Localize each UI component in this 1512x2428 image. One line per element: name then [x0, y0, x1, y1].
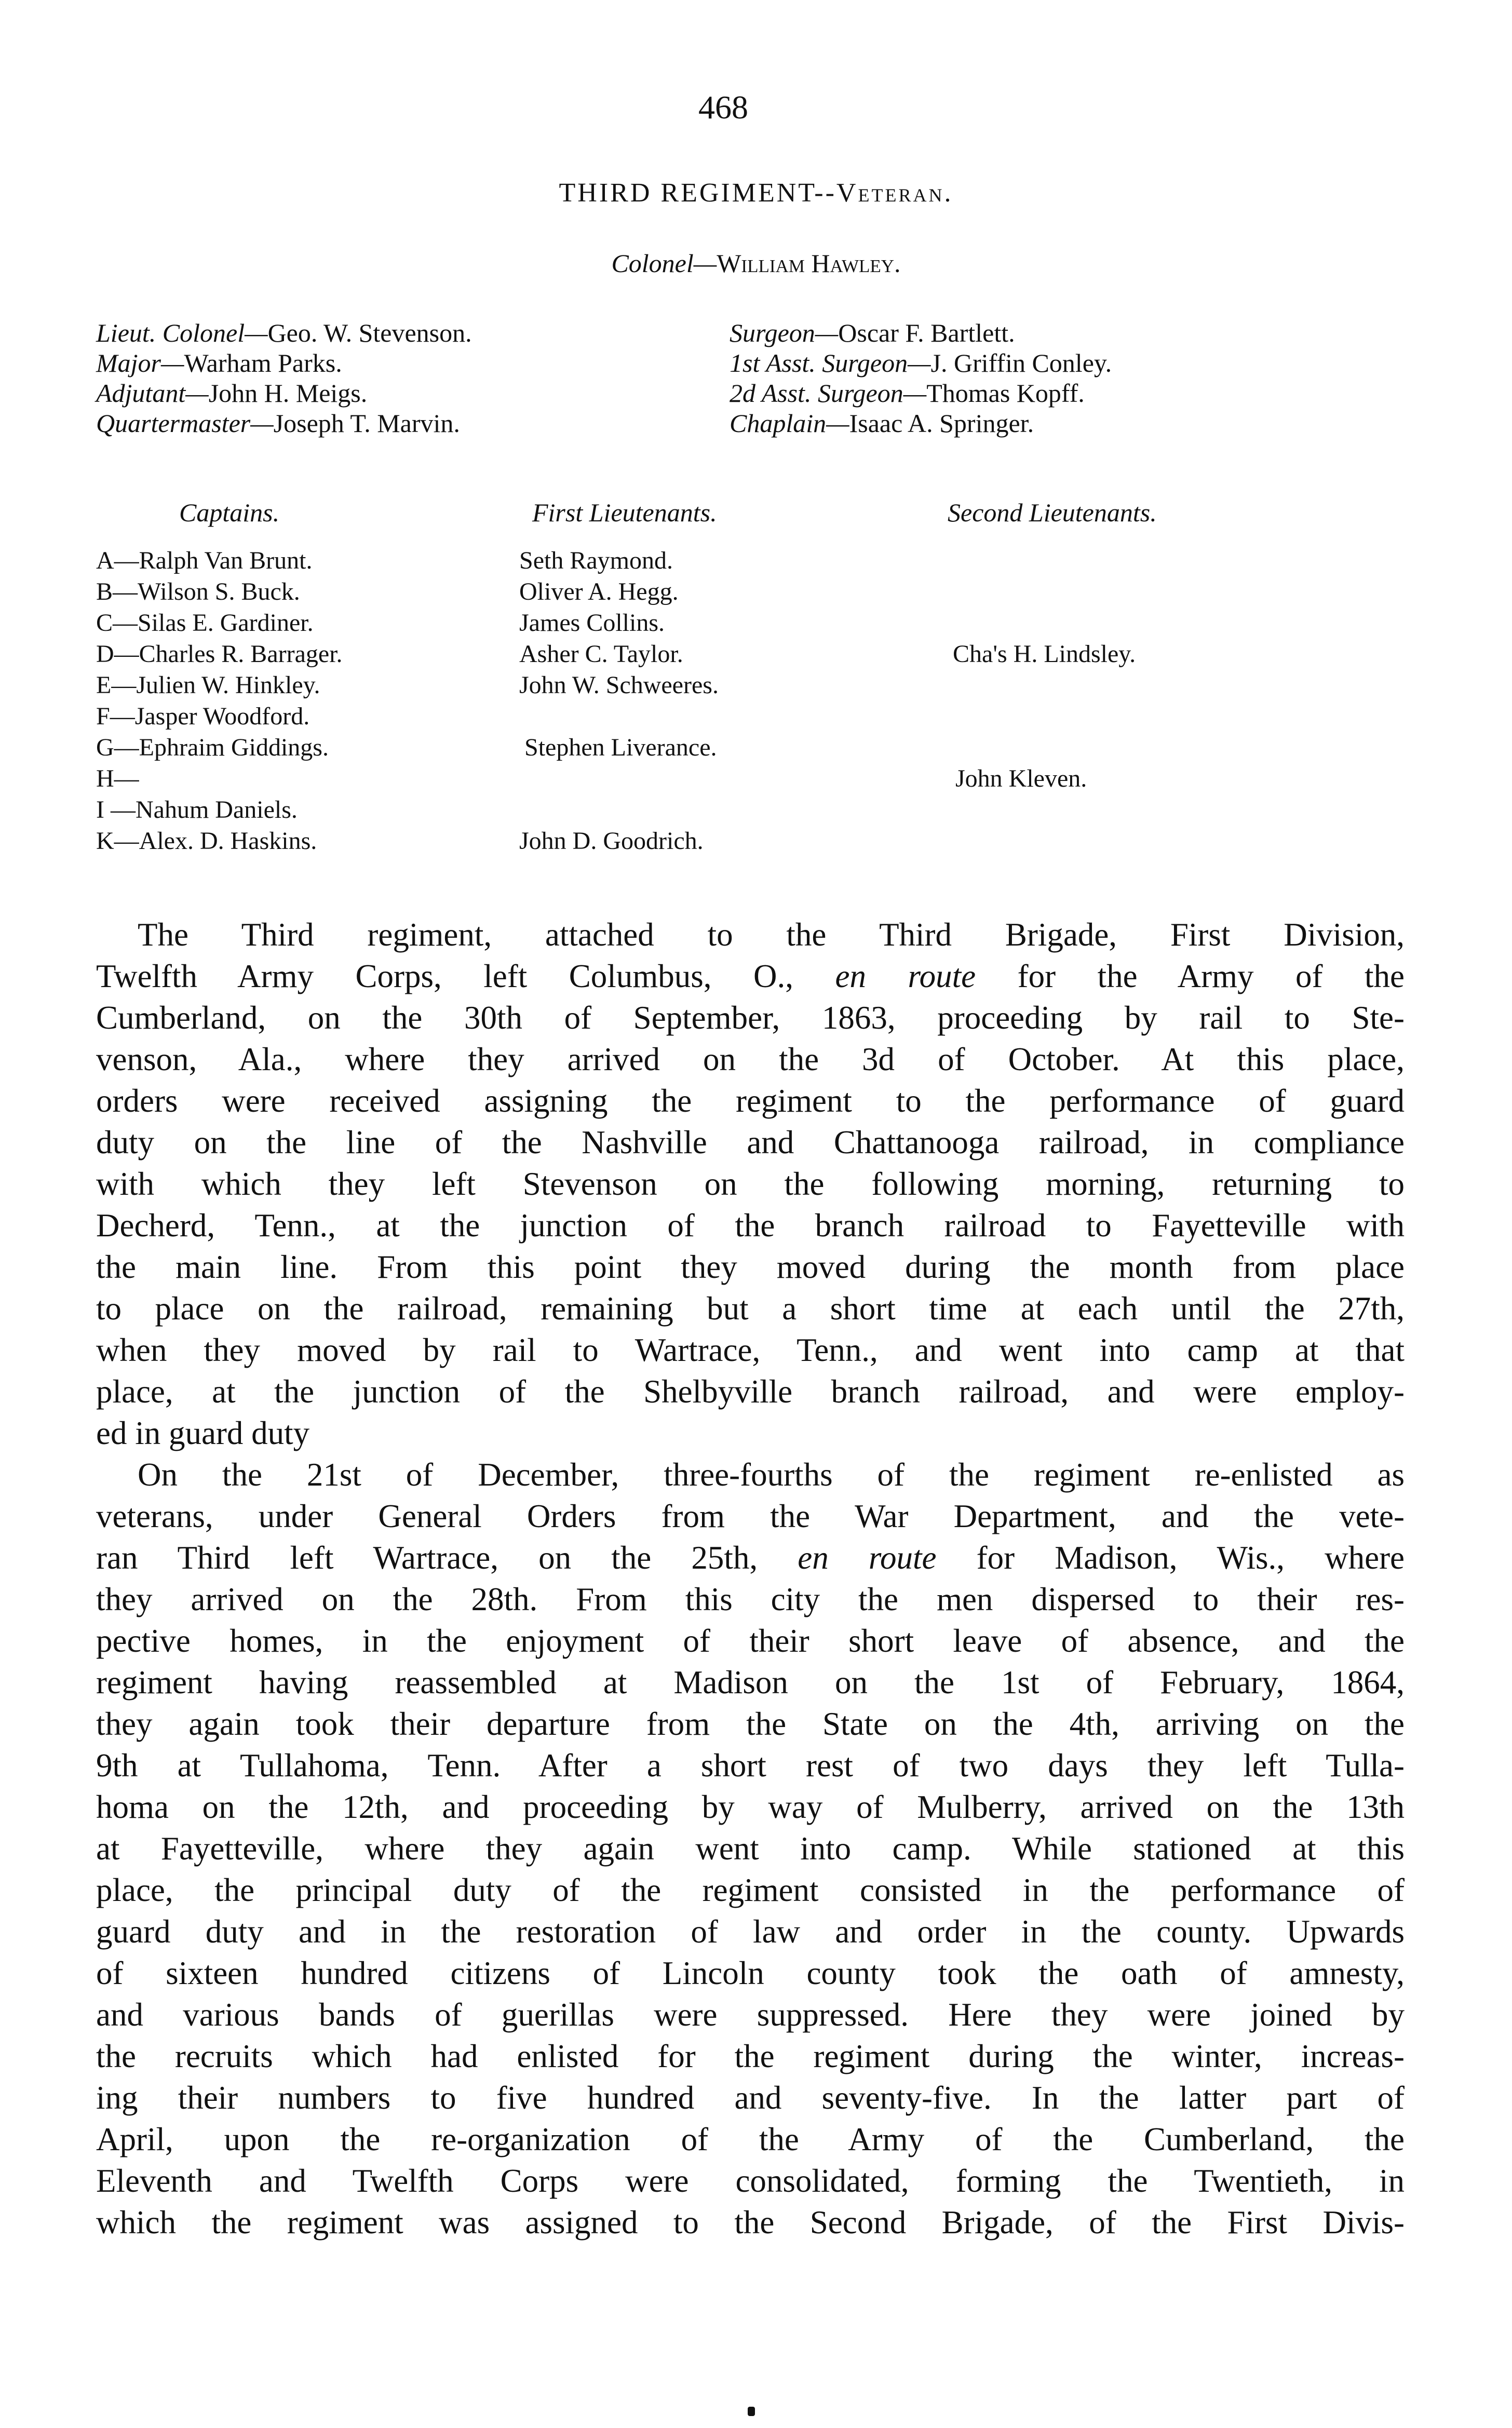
- staff-left-2: [96, 378, 367, 408]
- text-line: veterans, under General Orders from the War Department, and the vete-: [96, 1498, 1405, 1534]
- staff-name: J. Griffin Conley.: [930, 348, 1112, 377]
- staff-role: Adjutant—: [96, 379, 209, 408]
- text-line: at Fayetteville, where they again went into camp. While stationed at this: [96, 1830, 1405, 1867]
- staff-name: Oscar F. Bartlett.: [838, 318, 1015, 347]
- text-line: 9th at Tullahoma, Tenn. After a short rest of two days they left Tulla-: [96, 1747, 1405, 1784]
- roster-second-lieutenant: Cha's H. Lindsley.: [953, 640, 1136, 668]
- roster-first-lieutenant: Oliver A. Hegg.: [519, 578, 679, 605]
- colonel-name: William Hawley.: [717, 249, 901, 278]
- roster-captain: G—Ephraim Giddings.: [96, 734, 329, 761]
- roster-first-lieutenant: John D. Goodrich.: [519, 827, 704, 855]
- roster-captain: D—Charles R. Barrager.: [96, 640, 343, 668]
- text-line: guard duty and in the restoration of law and order in the county. Upwards: [96, 1913, 1405, 1950]
- text-line: orders were received assigning the regiment to the performance of guard: [96, 1083, 1405, 1119]
- captains-header: Captains.: [179, 498, 280, 527]
- text-line: with which they left Stevenson on the following morning, returning to: [96, 1166, 1405, 1202]
- text-line: place, the principal duty of the regiment consisted in the performance of: [96, 1872, 1405, 1908]
- roster-first-lieutenant: Asher C. Taylor.: [519, 640, 683, 668]
- text-line: the recruits which had enlisted for the regiment during the winter, increas-: [96, 2038, 1405, 2074]
- text-line: pective homes, in the enjoyment of their short leave of absence, and the: [96, 1623, 1405, 1659]
- colonel-line: [0, 248, 1512, 278]
- staff-right-1: [730, 348, 1112, 378]
- text-line: regiment having reassembled at Madison on the 1st of February, 1864,: [96, 1664, 1405, 1701]
- text-line: ed in guard duty: [96, 1415, 310, 1451]
- text-line: and various bands of guerillas were suppressed. Here they were joined by: [96, 1997, 1405, 2033]
- text-line: Eleventh and Twelfth Corps were consolidated, forming the Twentieth, in: [96, 2163, 1405, 2199]
- text-line: Cumberland, on the 30th of September, 1863, proceeding by rail to Ste-: [96, 1000, 1405, 1036]
- text-line: place, at the junction of the Shelbyville branch railroad, and were employ-: [96, 1373, 1405, 1410]
- text-line: April, upon the re-organization of the Army of the Cumberland, the: [96, 2121, 1405, 2157]
- staff-role: Lieut. Colonel—: [96, 318, 268, 347]
- second-lieutenants-header: Second Lieutenants.: [948, 498, 1157, 527]
- text-line: venson, Ala., where they arrived on the 3d of October. At this place,: [96, 1041, 1405, 1077]
- text-line: they arrived on the 28th. From this city the men dispersed to their res-: [96, 1581, 1405, 1617]
- text-line: The Third regiment, attached to the Third Brigade, First Division,: [138, 916, 1405, 953]
- narrative-paragraph-1: [96, 914, 1405, 1454]
- text-line: to place on the railroad, remaining but a short time at each until the 27th,: [96, 1290, 1405, 1327]
- roster-first-lieutenant: James Collins.: [519, 609, 665, 637]
- print-mark: [748, 2407, 755, 2416]
- text-line: Decherd, Tenn., at the junction of the branch railroad to Fayetteville with: [96, 1207, 1405, 1244]
- text-line: when they moved by rail to Wartrace, Tenn., and went into camp at that: [96, 1332, 1405, 1368]
- staff-right-3: [730, 408, 1034, 438]
- staff-left-1: [96, 348, 342, 378]
- staff-name: Warham Parks.: [184, 348, 342, 377]
- staff-name: John H. Meigs.: [208, 379, 368, 408]
- staff-name: Joseph T. Marvin.: [273, 409, 460, 438]
- roster-captain: F—Jasper Woodford.: [96, 703, 310, 730]
- roster-captain: C—Silas E. Gardiner.: [96, 609, 314, 637]
- text-line: they again took their departure from the State on the 4th, arriving on the: [96, 1706, 1405, 1742]
- roster-captain: B—Wilson S. Buck.: [96, 578, 300, 605]
- staff-name: Thomas Kopff.: [926, 379, 1085, 408]
- staff-role: Quartermaster—: [96, 409, 274, 438]
- roster-captain: A—Ralph Van Brunt.: [96, 547, 313, 574]
- colonel-label: Colonel—: [611, 249, 717, 278]
- text-line: homa on the 12th, and proceeding by way of Mulberry, arrived on the 13th: [96, 1789, 1405, 1825]
- roster-first-lieutenant: Seth Raymond.: [519, 547, 673, 574]
- text-line: the main line. From this point they moved during the month from place: [96, 1249, 1405, 1285]
- text-line: of sixteen hundred citizens of Lincoln county took the oath of amnesty,: [96, 1955, 1405, 1991]
- roster-first-lieutenant: John W. Schweeres.: [519, 671, 719, 699]
- staff-role: 2d Asst. Surgeon—: [730, 379, 927, 408]
- staff-left-3: [96, 408, 460, 438]
- narrative-paragraph-2: [96, 1454, 1405, 2243]
- roster-second-lieutenant: John Kleven.: [955, 765, 1087, 792]
- staff-role: 1st Asst. Surgeon—: [730, 348, 931, 377]
- staff-role: Surgeon—: [730, 318, 839, 347]
- roster-captain: H—: [96, 765, 139, 792]
- roster-captain: K—Alex. D. Haskins.: [96, 827, 317, 855]
- staff-role: Chaplain—: [730, 409, 849, 438]
- staff-right-0: [730, 318, 1015, 348]
- staff-right-2: [730, 378, 1085, 408]
- staff-name: Geo. W. Stevenson.: [267, 318, 472, 347]
- regiment-title-main: THIRD REGIMENT--: [559, 178, 836, 208]
- text-line: duty on the line of the Nashville and Chattanooga railroad, in compliance: [96, 1124, 1405, 1161]
- roster-first-lieutenant: Stephen Liverance.: [524, 734, 717, 761]
- roster-captain: E—Julien W. Hinkley.: [96, 671, 320, 699]
- page-number: 468: [698, 89, 748, 126]
- text-line: On the 21st of December, three-fourths of the regiment re-enlisted as: [138, 1456, 1405, 1493]
- first-lieutenants-header: First Lieutenants.: [532, 498, 717, 527]
- staff-name: Isaac A. Springer.: [849, 409, 1034, 438]
- staff-left-0: [96, 318, 472, 348]
- text-line: Twelfth Army Corps, left Columbus, O., en route for the Army of the: [96, 958, 1405, 994]
- roster-captain: I —Nahum Daniels.: [96, 796, 298, 824]
- regiment-title: [0, 178, 1512, 208]
- staff-role: Major—: [96, 348, 184, 377]
- text-line: ing their numbers to five hundred and seventy-five. In the latter part of: [96, 2080, 1405, 2116]
- text-line: which the regiment was assigned to the Second Brigade, of the First Divis-: [96, 2204, 1405, 2241]
- text-line: ran Third left Wartrace, on the 25th, en route for Madison, Wis., where: [96, 1540, 1405, 1576]
- regiment-title-sub: Veteran.: [836, 178, 953, 208]
